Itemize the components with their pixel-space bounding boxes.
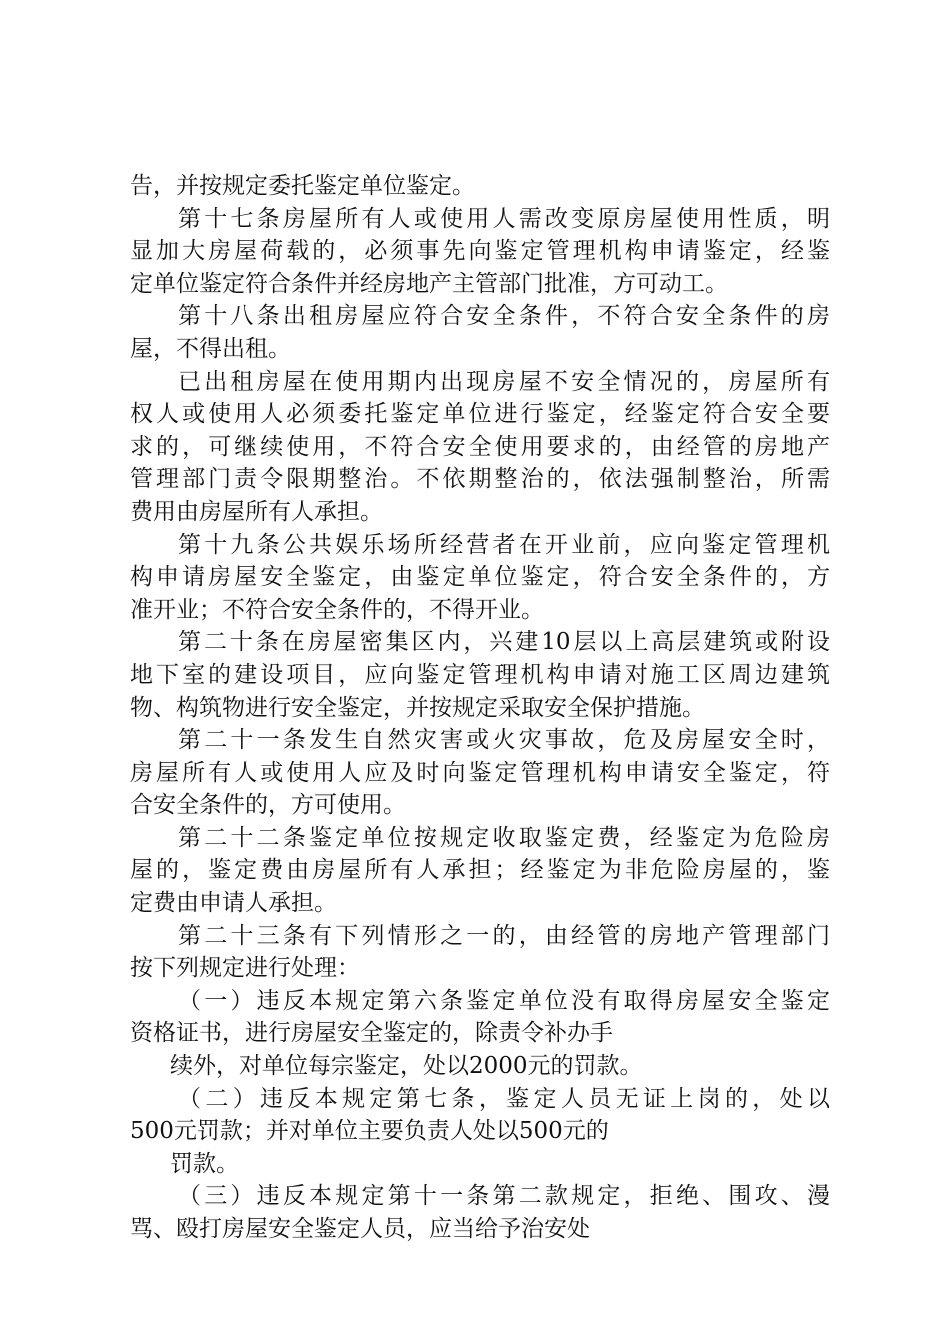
text-line: 准开业；不符合安全条件的，不得开业。 xyxy=(130,596,544,623)
text-line: 地下室的建设项目，应向鉴定管理机构申请对施工区周边建筑 xyxy=(130,661,830,688)
text-line: （一）违反本规定第六条鉴定单位没有取得房屋安全鉴定 xyxy=(178,987,830,1014)
text-line: 第十九条公共娱乐场所经营者在开业前，应向鉴定管理机 xyxy=(178,531,830,558)
text-line: 显加大房屋荷载的，必须事先向鉴定管理机构申请鉴定，经鉴 xyxy=(130,238,830,265)
text-line: （三）违反本规定第十一条第二款规定，拒绝、围攻、漫 xyxy=(178,1183,830,1210)
text-line: 500元罚款；并对单位主要负责人处以500元的 xyxy=(130,1118,609,1145)
text-line: 物、构筑物进行安全鉴定，并按规定采取安全保护措施。 xyxy=(130,694,705,721)
text-line: 房屋所有人或使用人应及时向鉴定管理机构申请安全鉴定，符 xyxy=(130,759,830,786)
text-line: 第二十三条有下列情形之一的，由经管的房地产管理部门 xyxy=(178,922,830,949)
text-line: 续外，对单位每宗鉴定，处以2000元的罚款。 xyxy=(170,1053,643,1080)
text-line: 合安全条件的，方可使用。 xyxy=(130,792,406,819)
text-line: 第十七条房屋所有人或使用人需改变原房屋使用性质，明 xyxy=(178,205,830,232)
document-body xyxy=(130,170,830,1246)
text-line: 第二十一条发生自然灾害或火灾事故，危及房屋安全时， xyxy=(178,727,830,754)
text-line: 构申请房屋安全鉴定，由鉴定单位鉴定，符合安全条件的，方 xyxy=(130,564,830,591)
text-line: 告，并按规定委托鉴定单位鉴定。 xyxy=(130,173,475,199)
text-line: 第二十条在房屋密集区内，兴建10层以上高层建筑或附设 xyxy=(178,629,830,656)
text-line: 求的，可继续使用，不符合安全使用要求的，由经管的房地产 xyxy=(130,433,830,460)
text-line: 管理部门责令限期整治。不依期整治的，依法强制整治，所需 xyxy=(130,466,830,493)
text-line: 按下列规定进行处理： xyxy=(130,955,360,982)
text-line: （二）违反本规定第七条，鉴定人员无证上岗的，处以 xyxy=(178,1085,830,1112)
text-line: 第二十二条鉴定单位按规定收取鉴定费，经鉴定为危险房 xyxy=(178,824,830,851)
text-line: 资格证书，进行房屋安全鉴定的，除责令补办手 xyxy=(130,1020,613,1047)
text-line: 权人或使用人必须委托鉴定单位进行鉴定，经鉴定符合安全要 xyxy=(130,401,830,428)
text-line: 第十八条出租房屋应符合安全条件，不符合安全条件的房 xyxy=(178,303,830,330)
text-line: 费用由房屋所有人承担。 xyxy=(130,498,383,525)
text-line: 骂、殴打房屋安全鉴定人员，应当给予治安处 xyxy=(130,1216,590,1242)
text-line: 屋的，鉴定费由房屋所有人承担；经鉴定为非危险房屋的，鉴 xyxy=(130,857,830,884)
text-line: 屋，不得出租。 xyxy=(130,335,291,362)
text-line: 定费由申请人承担。 xyxy=(130,890,337,917)
text-line: 罚款。 xyxy=(170,1150,239,1177)
text-line: 已出租房屋在使用期内出现房屋不安全情况的，房屋所有 xyxy=(178,368,830,395)
text-line: 定单位鉴定符合条件并经房地产主管部门批准，方可动工。 xyxy=(130,270,728,297)
